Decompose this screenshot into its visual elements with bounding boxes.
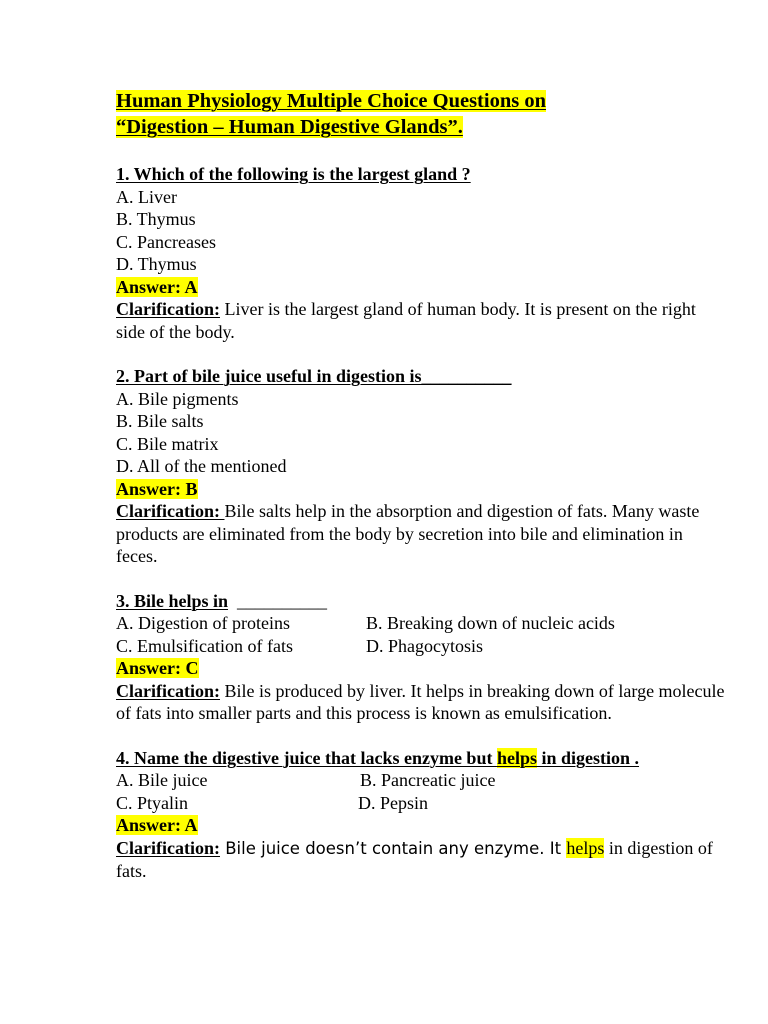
- question-1-option-a: A. Liver: [116, 186, 177, 207]
- question-2-option-b: B. Bile salts: [116, 411, 204, 431]
- question-3-option-d: D. Phagocytosis: [366, 635, 483, 656]
- clarification-text: Bile juice doesn’t contain any enzyme. It: [219, 838, 567, 858]
- question-4-text-highlight: helps: [496, 747, 537, 768]
- question-3-option-c: C. Emulsification of fats: [116, 635, 293, 656]
- question-1-answer-text: Answer: A: [116, 276, 198, 297]
- question-3-answer: [116, 657, 728, 680]
- question-4-options-row-2: [116, 792, 728, 815]
- title-line-2: “Digestion – Human Digestive Glands”.: [116, 116, 463, 138]
- question-3-option-b: B. Breaking down of nucleic acids: [366, 613, 615, 633]
- question-4-option-b: B. Pancreatic juice: [360, 770, 496, 790]
- clarification-text: Liver is the largest gland of human body. It is present on the right side of the body.: [116, 299, 696, 342]
- question-3-blank: __________: [228, 590, 328, 611]
- question-4-text-post: in digestion .: [536, 747, 640, 768]
- question-3-text-main: 3. Bile helps in: [116, 590, 229, 611]
- question-4-text-pre: 4. Name the digestive juice that lacks enzyme but: [116, 747, 497, 768]
- clarification-label: Clarification:: [116, 299, 220, 319]
- question-3: [116, 590, 728, 725]
- title-line-1: Human Physiology Multiple Choice Questions on: [116, 90, 546, 112]
- question-4-answer: [116, 814, 728, 837]
- document-title: [116, 88, 728, 140]
- question-2-option-c: C. Bile matrix: [116, 433, 219, 454]
- question-2-clarification: [116, 500, 728, 568]
- question-1-option-b: B. Thymus: [116, 209, 196, 229]
- clarification-text: Bile salts help in the absorption and digestion of fats. Many waste products are eliminated from the body by secretion into bile and elimination in feces.: [116, 501, 700, 566]
- question-2-blank: __________: [421, 366, 512, 386]
- question-2: [116, 365, 728, 568]
- question-1-option-d: D. Thymus: [116, 254, 197, 274]
- question-3-text: [116, 590, 728, 613]
- question-2-option-d: D. All of the mentioned: [116, 456, 287, 476]
- question-1-option-c: C. Pancreases: [116, 231, 216, 252]
- question-2-text: [116, 365, 728, 388]
- question-4-answer-text: Answer: A: [116, 815, 198, 835]
- clarification-label: Clarification:: [116, 680, 220, 701]
- clarification-highlight: helps: [566, 837, 605, 858]
- question-3-answer-text: Answer: C: [116, 658, 199, 678]
- question-4-option-a: A. Bile juice: [116, 770, 208, 790]
- question-2-text-main: 2. Part of bile juice useful in digestion is: [116, 366, 422, 386]
- question-2-answer-text: Answer: B: [116, 478, 198, 499]
- question-1-clarification: [116, 298, 728, 343]
- question-1-text: 1. Which of the following is the largest gland ?: [116, 164, 471, 184]
- question-1: [116, 163, 728, 343]
- clarification-label: Clarification:: [116, 501, 225, 521]
- question-4-option-d: D. Pepsin: [358, 792, 429, 813]
- question-3-options-row-2: [116, 635, 728, 658]
- question-3-options-row-1: [116, 612, 728, 635]
- clarification-label: Clarification:: [116, 837, 220, 858]
- question-3-clarification: [116, 680, 728, 725]
- clarification-text: Bile is produced by liver. It helps in breaking down of large molecule of fats into smaller parts and this process is known as emulsification.: [116, 680, 725, 723]
- question-2-option-a: A. Bile pigments: [116, 388, 239, 409]
- question-4-clarification: [116, 837, 728, 883]
- question-3-option-a: A. Digestion of proteins: [116, 613, 290, 633]
- clarification-text-post: in digestion of fats.: [116, 837, 713, 881]
- question-4-option-c: C. Ptyalin: [116, 792, 189, 813]
- question-4-text: [116, 747, 728, 770]
- question-1-answer: [116, 276, 728, 299]
- question-4: [116, 747, 728, 883]
- question-2-answer: [116, 478, 728, 501]
- question-4-options-row-1: [116, 769, 728, 792]
